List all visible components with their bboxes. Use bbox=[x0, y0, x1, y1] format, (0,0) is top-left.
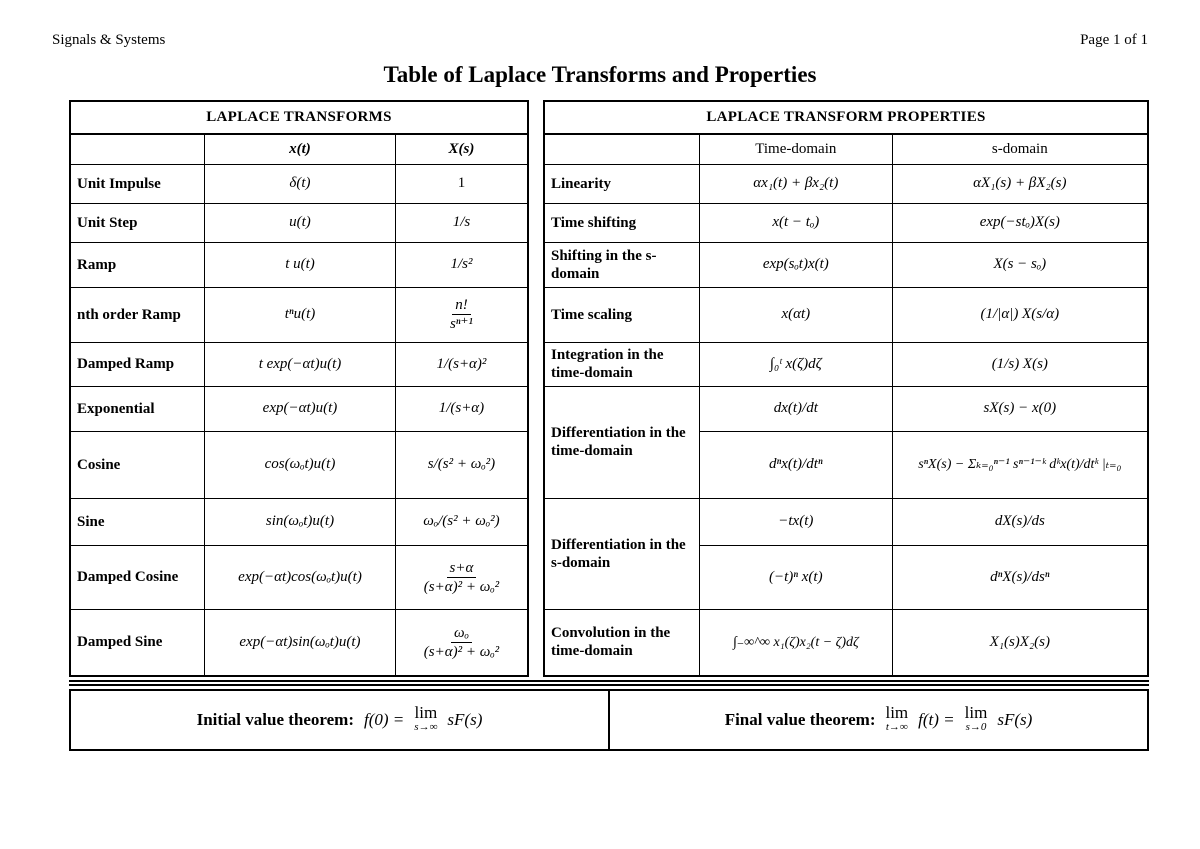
property-time: dx(t)/dt bbox=[700, 386, 893, 431]
property-name: Time scaling bbox=[544, 287, 700, 342]
property-name: Convolution in the time-domain bbox=[544, 609, 700, 676]
transform-time: u(t) bbox=[205, 203, 396, 242]
table-row bbox=[544, 242, 1148, 287]
property-s: exp(−stₒ)X(s) bbox=[892, 203, 1148, 242]
properties-col-s: s-domain bbox=[892, 134, 1148, 164]
initial-theorem-limit bbox=[414, 703, 438, 734]
final-theorem-mid: f(t) = bbox=[918, 710, 955, 729]
table-row bbox=[544, 386, 1148, 431]
table-row bbox=[70, 287, 528, 342]
property-name: Differentiation in the s-domain bbox=[544, 498, 700, 609]
transform-time: sin(ωₒt)u(t) bbox=[205, 498, 396, 545]
initial-theorem-rhs: sF(s) bbox=[447, 710, 483, 729]
initial-theorem-label: Initial value theorem: bbox=[196, 710, 355, 729]
transform-time: δ(t) bbox=[205, 164, 396, 203]
transform-name: Damped Ramp bbox=[70, 342, 205, 386]
table-row bbox=[70, 342, 528, 386]
transform-s bbox=[395, 545, 528, 609]
limit-word: lim bbox=[964, 703, 988, 722]
table-row bbox=[70, 431, 528, 498]
transform-time: exp(−αt)cos(ωₒt)u(t) bbox=[205, 545, 396, 609]
transform-s: 1/s² bbox=[395, 242, 528, 287]
transform-time: exp(−αt)sin(ωₒt)u(t) bbox=[205, 609, 396, 676]
transform-time: cos(ωₒt)u(t) bbox=[205, 431, 396, 498]
header-page-number: Page 1 of 1 bbox=[1080, 32, 1148, 48]
property-s: dX(s)/ds bbox=[892, 498, 1148, 545]
property-time: −tx(t) bbox=[700, 498, 893, 545]
laplace-properties-table bbox=[543, 100, 1149, 677]
property-name: Linearity bbox=[544, 164, 700, 203]
transform-s: 1/(s+α)² bbox=[395, 342, 528, 386]
table-row bbox=[544, 287, 1148, 342]
property-time: ∫₋∞^∞ x₁(ζ)x₂(t − ζ)dζ bbox=[700, 609, 893, 676]
property-time: dⁿx(t)/dtⁿ bbox=[700, 431, 893, 498]
final-theorem-rhs: sF(s) bbox=[997, 710, 1033, 729]
transform-s: ωₒ/(s² + ωₒ²) bbox=[395, 498, 528, 545]
final-theorem-limit-s bbox=[964, 703, 988, 734]
limit-word: lim bbox=[885, 703, 909, 722]
table-row bbox=[70, 498, 528, 545]
table-row bbox=[544, 498, 1148, 545]
limit-word: lim bbox=[414, 703, 438, 722]
transform-time: t u(t) bbox=[205, 242, 396, 287]
limit-subscript: t→∞ bbox=[885, 721, 908, 733]
property-s: (1/|α|) X(s/α) bbox=[892, 287, 1148, 342]
fraction-numerator: ωₒ bbox=[451, 624, 472, 643]
header-course: Signals & Systems bbox=[52, 32, 166, 48]
transform-s: 1 bbox=[395, 164, 528, 203]
transform-s: 1/s bbox=[395, 203, 528, 242]
table-row bbox=[544, 609, 1148, 676]
table-row bbox=[70, 545, 528, 609]
transforms-header-blank bbox=[70, 134, 205, 164]
initial-value-theorem bbox=[71, 691, 610, 749]
property-s: sⁿX(s) − Σₖ₌₀ⁿ⁻¹ sⁿ⁻¹⁻ᵏ dᵏx(t)/dtᵏ |ₜ₌₀ bbox=[892, 431, 1148, 498]
laplace-transforms-table bbox=[69, 100, 529, 677]
table-row bbox=[544, 164, 1148, 203]
transform-name: Damped Sine bbox=[70, 609, 205, 676]
final-theorem-limit-t bbox=[885, 703, 909, 734]
property-time: x(t − tₒ) bbox=[700, 203, 893, 242]
property-time: αx₁(t) + βx₂(t) bbox=[700, 164, 893, 203]
properties-header-blank bbox=[544, 134, 700, 164]
double-rule-top bbox=[69, 680, 1149, 682]
properties-caption: LAPLACE TRANSFORM PROPERTIES bbox=[544, 101, 1148, 134]
property-s: sX(s) − x(0) bbox=[892, 386, 1148, 431]
transform-name: Unit Impulse bbox=[70, 164, 205, 203]
initial-theorem-lhs: f(0) = bbox=[364, 710, 405, 729]
properties-col-time: Time-domain bbox=[700, 134, 893, 164]
transform-name: Exponential bbox=[70, 386, 205, 431]
property-name: Differentiation in the time-domain bbox=[544, 386, 700, 498]
transform-s bbox=[395, 609, 528, 676]
double-rule-bottom bbox=[69, 684, 1149, 686]
final-theorem-label: Final value theorem: bbox=[724, 710, 876, 729]
property-time: exp(sₒt)x(t) bbox=[700, 242, 893, 287]
transforms-col-time: x(t) bbox=[205, 134, 396, 164]
fraction-denominator: (s+α)² + ωₒ² bbox=[423, 643, 500, 660]
transform-time: exp(−αt)u(t) bbox=[205, 386, 396, 431]
transform-s bbox=[395, 287, 528, 342]
transform-s: 1/(s+α) bbox=[395, 386, 528, 431]
transform-name: Damped Cosine bbox=[70, 545, 205, 609]
transform-name: Unit Step bbox=[70, 203, 205, 242]
transforms-col-s: X(s) bbox=[395, 134, 528, 164]
property-s: αX₁(s) + βX₂(s) bbox=[892, 164, 1148, 203]
table-row bbox=[70, 242, 528, 287]
property-time: x(αt) bbox=[700, 287, 893, 342]
property-s: X(s − sₒ) bbox=[892, 242, 1148, 287]
property-time: (−t)ⁿ x(t) bbox=[700, 545, 893, 609]
table-row bbox=[544, 203, 1148, 242]
transform-time: t exp(−αt)u(t) bbox=[205, 342, 396, 386]
transform-name: nth order Ramp bbox=[70, 287, 205, 342]
property-s: (1/s) X(s) bbox=[892, 342, 1148, 386]
limit-subscript: s→∞ bbox=[414, 721, 438, 733]
table-row bbox=[70, 386, 528, 431]
property-name: Integration in the time-domain bbox=[544, 342, 700, 386]
transform-name: Cosine bbox=[70, 431, 205, 498]
transform-time: tⁿu(t) bbox=[205, 287, 396, 342]
fraction-denominator: sⁿ⁺¹ bbox=[449, 316, 473, 332]
table-row bbox=[70, 609, 528, 676]
transforms-caption: LAPLACE TRANSFORMS bbox=[70, 101, 528, 134]
property-name: Time shifting bbox=[544, 203, 700, 242]
fraction-denominator: (s+α)² + ωₒ² bbox=[423, 578, 500, 595]
transform-s: s/(s² + ωₒ²) bbox=[395, 431, 528, 498]
page-title: Table of Laplace Transforms and Properties bbox=[383, 62, 817, 87]
final-value-theorem bbox=[610, 691, 1147, 749]
table-row bbox=[70, 164, 528, 203]
property-time: ∫₀ᵗ x(ζ)dζ bbox=[700, 342, 893, 386]
property-name: Shifting in the s-domain bbox=[544, 242, 700, 287]
value-theorems-box bbox=[69, 689, 1149, 751]
property-s: X₁(s)X₂(s) bbox=[892, 609, 1148, 676]
table-row bbox=[70, 203, 528, 242]
property-s: dⁿX(s)/dsⁿ bbox=[892, 545, 1148, 609]
transform-name: Ramp bbox=[70, 242, 205, 287]
limit-subscript: s→0 bbox=[965, 721, 987, 733]
fraction-numerator: s+α bbox=[447, 559, 477, 578]
transform-name: Sine bbox=[70, 498, 205, 545]
table-row bbox=[544, 342, 1148, 386]
fraction-numerator: n! bbox=[452, 296, 471, 315]
